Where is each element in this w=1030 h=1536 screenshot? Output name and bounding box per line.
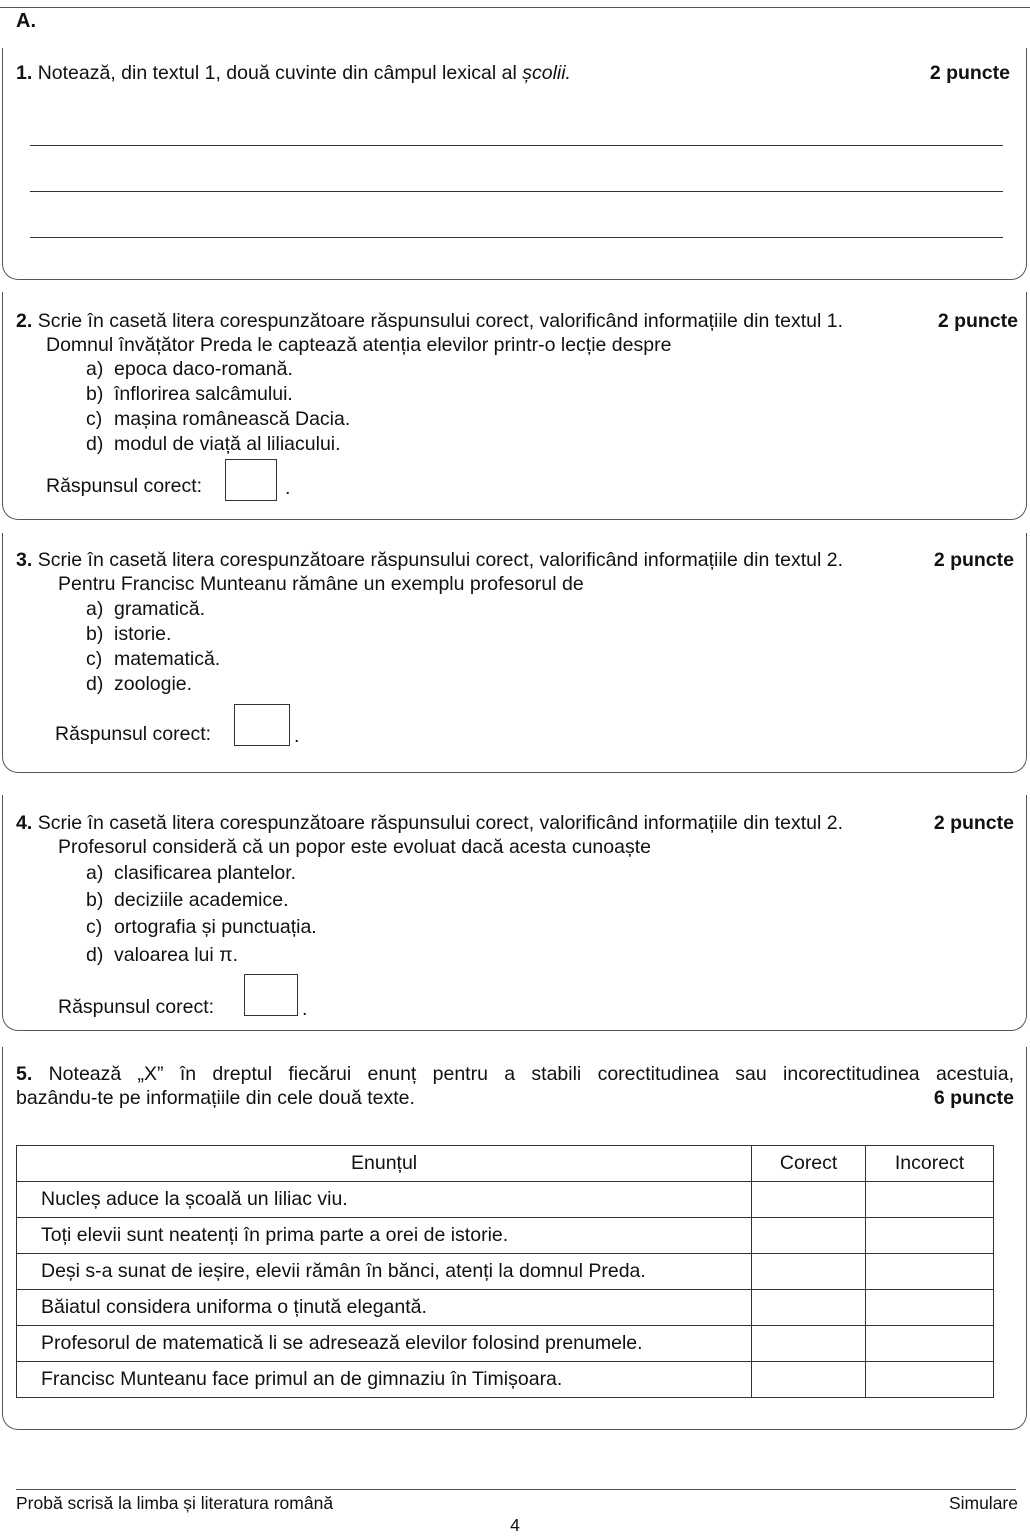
question-2-text	[16, 309, 843, 333]
statement-cell: Toți elevii sunt neatenți în prima parte a orei de istorie.	[17, 1218, 752, 1254]
table-row	[17, 1254, 994, 1290]
table-header-row	[17, 1146, 994, 1182]
table-row	[17, 1290, 994, 1326]
option-a: a) gramatică.	[86, 598, 206, 620]
question-5-text-cont: bazându-te pe informațiile din cele două texte.	[16, 1087, 415, 1109]
correct-cell[interactable]	[752, 1182, 866, 1218]
column-header-statement: Enunțul	[17, 1146, 752, 1182]
table-row	[17, 1362, 994, 1398]
question-number: 2.	[16, 310, 33, 332]
incorrect-cell[interactable]	[866, 1182, 994, 1218]
answer-box[interactable]	[234, 704, 290, 746]
statement-cell: Băiatul considera uniforma o ținută elegantă.	[17, 1290, 752, 1326]
answer-line-3[interactable]	[30, 237, 1003, 238]
question-number: 5.	[16, 1063, 33, 1085]
statement-cell: Deși s-a sunat de ieșire, elevii rămân în bănci, atenți la domnul Preda.	[17, 1254, 752, 1290]
incorrect-cell[interactable]	[866, 1218, 994, 1254]
answer-period: .	[302, 998, 308, 1020]
correct-cell[interactable]	[752, 1254, 866, 1290]
footer-exam-type: Simulare	[948, 1493, 1018, 1513]
answer-box[interactable]	[225, 459, 277, 501]
incorrect-cell[interactable]	[866, 1326, 994, 1362]
page-number: 4	[510, 1515, 520, 1535]
option-a: a) clasificarea plantelor.	[86, 862, 297, 884]
table-row	[17, 1218, 994, 1254]
answer-line-1[interactable]	[30, 145, 1003, 146]
answer-period: .	[294, 725, 300, 747]
option-b: b) istorie.	[86, 623, 172, 645]
answer-line-2[interactable]	[30, 191, 1003, 192]
question-2-points: 2 puncte	[937, 310, 1018, 332]
question-3-points: 2 puncte	[933, 549, 1014, 571]
question-emphasis: școlii.	[522, 62, 571, 84]
answer-label: Răspunsul corect:	[55, 723, 212, 745]
option-c: c) matematică.	[86, 648, 221, 670]
option-b: b) deciziile academice.	[86, 889, 289, 911]
option-b: b) înflorirea salcâmului.	[86, 383, 293, 405]
question-prompt: Notează „X” în dreptul fiecărui enunț pentru a stabili corectitudinea sau incorectitudinea acestuia,	[48, 1063, 1015, 1085]
question-1-text	[16, 61, 571, 85]
top-rule	[0, 7, 1030, 8]
column-header-incorrect: Incorect	[866, 1146, 994, 1182]
option-a: a) epoca daco-romană.	[86, 358, 293, 380]
answer-label: Răspunsul corect:	[58, 996, 215, 1018]
answer-box[interactable]	[244, 974, 298, 1016]
question-1-points: 2 puncte	[929, 62, 1010, 84]
table-row	[17, 1326, 994, 1362]
footer-rule	[16, 1489, 1016, 1490]
statement-cell: Profesorul de matematică li se adresează elevilor folosind prenumele.	[17, 1326, 752, 1362]
section-label: A.	[16, 10, 36, 32]
footer-subject: Probă scrisă la limba și literatura română	[16, 1493, 334, 1513]
option-d: d) modul de viață al liliacului.	[86, 433, 341, 455]
question-3-stem: Pentru Francisc Munteanu rămâne un exemplu profesorul de	[58, 573, 584, 595]
statement-cell: Francisc Munteanu face primul an de gimnaziu în Timișoara.	[17, 1362, 752, 1398]
question-number: 1.	[16, 62, 33, 84]
question-number: 3.	[16, 549, 33, 571]
question-number: 4.	[16, 812, 33, 834]
question-4-points: 2 puncte	[933, 812, 1014, 834]
question-4-stem: Profesorul consideră că un popor este evoluat dacă acesta cunoaște	[58, 836, 651, 858]
incorrect-cell[interactable]	[866, 1362, 994, 1398]
statements-table	[16, 1145, 994, 1398]
question-4-text	[16, 811, 843, 835]
incorrect-cell[interactable]	[866, 1254, 994, 1290]
question-prompt: Scrie în casetă litera corespunzătoare răspunsului corect, valorificând informațiile din textul 2.	[37, 549, 844, 571]
option-d: d) valoarea lui π.	[86, 944, 239, 966]
option-c: c) mașina românească Dacia.	[86, 408, 351, 430]
option-d: d) zoologie.	[86, 673, 193, 695]
correct-cell[interactable]	[752, 1326, 866, 1362]
question-prompt: Scrie în casetă litera corespunzătoare răspunsului corect, valorificând informațiile din textul 2.	[37, 812, 844, 834]
question-5-points: 6 puncte	[933, 1087, 1014, 1109]
column-header-correct: Corect	[752, 1146, 866, 1182]
incorrect-cell[interactable]	[866, 1290, 994, 1326]
question-prompt: Notează, din textul 1, două cuvinte din câmpul lexical al	[37, 62, 523, 84]
answer-period: .	[285, 477, 291, 499]
correct-cell[interactable]	[752, 1218, 866, 1254]
correct-cell[interactable]	[752, 1290, 866, 1326]
question-3-text	[16, 548, 843, 572]
question-2-stem: Domnul învățător Preda le captează atenția elevilor printr-o lecție despre	[46, 334, 672, 356]
option-c: c) ortografia și punctuația.	[86, 916, 317, 938]
question-5-text	[16, 1062, 1014, 1086]
table-row	[17, 1182, 994, 1218]
question-prompt: Scrie în casetă litera corespunzătoare răspunsului corect, valorificând informațiile din textul 1.	[37, 310, 844, 332]
statement-cell: Nucleș aduce la școală un liliac viu.	[17, 1182, 752, 1218]
answer-label: Răspunsul corect:	[46, 475, 203, 497]
correct-cell[interactable]	[752, 1362, 866, 1398]
